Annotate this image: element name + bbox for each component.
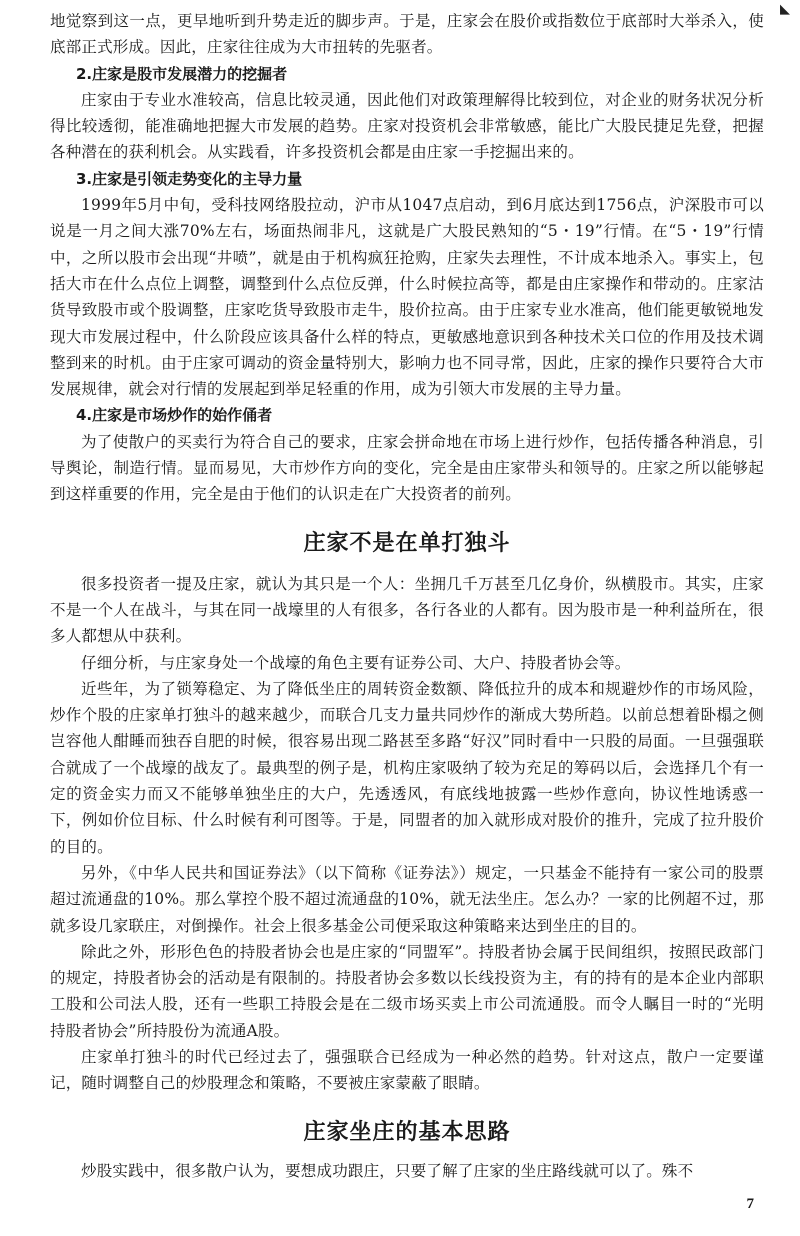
paragraph-analysis: 仔细分析，与庄家身处一个战壕的角色主要有证券公司、大户、持股者协会等。 xyxy=(81,653,631,672)
point-heading-3: 3.庄家是引领走势变化的主导力量 xyxy=(76,169,303,188)
point-heading-2: 2.庄家是股市发展潜力的挖掘者 xyxy=(76,64,288,83)
point-heading-4: 4.庄家是市场炒作的始作俑者 xyxy=(76,406,273,425)
paragraph-point-2: 庄家由于专业水准较高，信息比较灵通，因此他们对政策理解得比较到位，对企业的财务状况分析得比较透彻，能准确地把握大市发展的趋势。庄家对投资机会非常敏感，能比广大股民捷足先登，把握各种潜在的获利机会。从实践看，许多投资机会都是由庄家一手挖掘出来的。 xyxy=(50,90,764,162)
spacer xyxy=(50,1146,764,1158)
section-title-not-alone: 庄家不是在单打独斗 xyxy=(303,530,511,556)
spacer xyxy=(50,557,764,571)
page-body xyxy=(50,8,764,1184)
paragraph-shareholder-association: 除此之外，形形色色的持股者协会也是庄家的“同盟军”。持股者协会属于民间组织，按照民政部门的规定，持股者协会的活动是有限制的。持股者协会多数以长线投资为主，有的持有的是本企业内部职工股和公司法人股，还有一些职工持股会是在二级市场买卖上市公司流通股。而令人瞩目一时的“光明持股者协会”所持股份为流通A股。 xyxy=(50,942,764,1040)
paragraph-intro: 很多投资者一提及庄家，就认为其只是一个人：坐拥几千万甚至几亿身价，纵横股市。其实，庄家不是一个人在战斗，与其在同一战壕里的人有很多，各行各业的人都有。因为股市是一种利益所在，很多人都想从中获利。 xyxy=(50,574,764,646)
paragraph-point-4: 为了使散户的买卖行为符合自己的要求，庄家会拼命地在市场上进行炒作，包括传播各种消息，引导舆论，制造行情。显而易见，大市炒作方向的变化，完全是由庄家带头和领导的。庄家之所以能够起到这样重要的作用，完全是由于他们的认识走在广大投资者的前列。 xyxy=(50,432,764,504)
paragraph-conclusion: 庄家单打独斗的时代已经过去了，强强联合已经成为一种必然的趋势。针对这点，散户一定要谨记，随时调整自己的炒股理念和策略，不要被庄家蒙蔽了眼睛。 xyxy=(50,1047,764,1093)
page-number: 7 xyxy=(746,1196,754,1212)
paragraph-recent-years: 近些年，为了锁筹稳定、为了降低坐庄的周转资金数额、降低拉升的成本和规避炒作的市场风险，炒作个股的庄家单打独斗的越来越少，而联合几支力量共同炒作的渐成大势所趋。以前总想着卧榻之侧岂容他人酣睡而独吞自肥的时候，很容易出现二路甚至多路“好汉”同时看中一只股的局面。一旦强强联合就成了一个战壕的战友了。最典型的例子是，机构庄家吸纳了较为充足的筹码以后，会选择几个有一定的资金实力而又不能够单独坐庄的大户，先透透风，有底线地披露一些炒作意向，协议性地诱惑一下，例如价位目标、什么时候有利可图等。于是，同盟者的加入就形成对股价的推升，完成了拉升股价的目的。 xyxy=(50,679,764,856)
spacer xyxy=(50,508,764,526)
corner-ornament-icon: ◣ xyxy=(780,2,790,17)
paragraph-point-3: 1999年5月中旬，受科技网络股拉动，沪市从1047点启动，到6月底达到1756点，沪深股市可以说是一月之间大涨70%左右，场面热闹非凡，这就是广大股民熟知的“5・19”行情。在“5・19”行情中，之所以股市会出现“井喷”，就是由于机构疯狂抢购，庄家失去理性，不计成本地杀入。事实上，包括大市在什么点位上调整，调整到什么点位反弹，什么时候拉高等，都是由庄家操作和带动的。庄家沽货导致股市或个股调整，庄家吃货导致股市走牛，股价拉高。由于庄家专业水准高，他们能更敏锐地发现大市发展过程中，什么阶段应该具备什么样的特点，更敏感地意识到各种技术关口位的作用及技术调整到来的时机。由于庄家可调动的资金量特别大，影响力也不同寻常，因此，庄家的操作只要符合大市发展规律，就会对行情的发展起到举足轻重的作用，成为引领大市发展的主导力量。 xyxy=(50,196,764,399)
section-title-basic-approach: 庄家坐庄的基本思路 xyxy=(303,1119,511,1145)
paragraph-continuation: 地觉察到这一点，更早地听到升势走近的脚步声。于是，庄家会在股价或指数位于底部时大举杀入，使底部正式形成。因此，庄家往往成为大市扭转的先驱者。 xyxy=(50,12,764,57)
paragraph-securities-law: 另外，《中华人民共和国证券法》（以下简称《证券法》）规定，一只基金不能持有一家公司的股票超过流通盘的10%。那么掌控个股不超过流通盘的10%，就无法坐庄。怎么办？一家的比例超不过，那就多设几家联庄，对倒操作。社会上很多基金公司便采取这种策略来达到坐庄的目的。 xyxy=(50,863,764,935)
paragraph-practice: 炒股实践中，很多散户认为，要想成功跟庄，只要了解了庄家的坐庄路线就可以了。殊不 xyxy=(81,1161,694,1180)
spacer xyxy=(50,1097,764,1115)
